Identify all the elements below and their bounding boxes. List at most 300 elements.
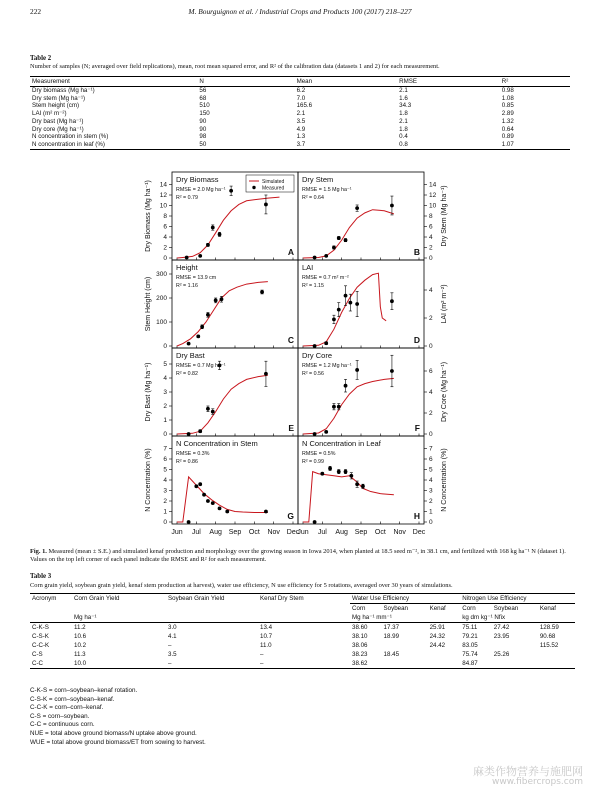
table-cell: 38.10 xyxy=(352,633,368,640)
t2-header-measurement: Measurement xyxy=(30,77,197,87)
y-tick-label: 5 xyxy=(163,466,167,474)
measured-point xyxy=(337,236,341,240)
panel-rmse: RMSE = 0.3% xyxy=(176,451,210,457)
table-cell xyxy=(492,641,538,650)
y-tick-label: 5 xyxy=(429,466,433,474)
x-month-label: Dec xyxy=(286,529,300,536)
y-tick-label: 7 xyxy=(163,445,167,453)
measured-point xyxy=(344,238,348,242)
table-cell: 68 xyxy=(199,94,207,102)
table-cell: 38.23 xyxy=(352,651,368,658)
y-tick-label: 2 xyxy=(429,315,433,322)
table-cell: 24.32 xyxy=(429,633,446,640)
panel-H xyxy=(298,436,427,524)
measured-point xyxy=(194,484,198,488)
panel-frame xyxy=(172,348,298,436)
y-tick-label: 0 xyxy=(429,343,433,350)
figure1-caption-text: Measured (mean ± S.E.) and simulated kenaf production and morphology over the growing season in Iowa 2014, when planted at 18.5 seed m⁻², in 38.1 cm, and fertilized with 168 kg ha⁻¹ N (dataset 1). Values on the top left corner of each panel indicate the RMSE and R² for each measurement. xyxy=(30,548,566,564)
table-cell: 165.6 xyxy=(296,102,313,110)
t3-sub-corn-nue: Corn xyxy=(462,605,476,612)
simulated-line xyxy=(177,197,279,258)
figure1-caption xyxy=(30,548,570,564)
footnote: C-C-K = corn–corn–kenaf. xyxy=(30,704,104,712)
table-cell: LAI (m² m⁻²) xyxy=(32,110,67,118)
y-tick-label: 1 xyxy=(429,508,433,516)
measured-point xyxy=(225,510,229,514)
table-cell: 38.06 xyxy=(352,642,368,649)
table-cell: 510 xyxy=(199,102,210,110)
table-cell: 3.5 xyxy=(296,117,306,125)
measured-point xyxy=(211,410,215,414)
y-axis-label: Stem Height (cm) xyxy=(145,276,152,332)
measured-point xyxy=(187,520,191,524)
y-tick-label: 2 xyxy=(163,498,167,505)
table-cell: 4.1 xyxy=(168,633,177,640)
figure1-label: Fig. 1. xyxy=(30,548,47,555)
table-row xyxy=(30,141,570,149)
table-cell: 3.0 xyxy=(168,624,177,631)
table-cell: 17.37 xyxy=(383,624,400,631)
measured-point xyxy=(348,301,352,305)
measured-point xyxy=(214,299,218,303)
panel-r2: R² = 0.79 xyxy=(176,195,198,201)
panel-letter: F xyxy=(414,423,420,433)
panel-letter: E xyxy=(288,423,294,433)
y-tick-label: 2 xyxy=(163,244,167,252)
measured-point xyxy=(324,430,328,434)
table-cell: 50 xyxy=(197,141,294,149)
y-tick-label: 7 xyxy=(429,445,433,453)
panel-frame xyxy=(298,348,424,436)
table-cell: – xyxy=(168,660,172,667)
t3-sub-kenaf-wue: Kenaf xyxy=(429,605,446,612)
table-cell: 79.21 xyxy=(462,633,478,640)
table-cell: 1.32 xyxy=(501,117,514,125)
table-row xyxy=(30,110,570,118)
table-cell: 75.74 xyxy=(462,651,478,658)
y-tick-label: 10 xyxy=(159,202,167,210)
table-row xyxy=(30,641,575,650)
measured-point xyxy=(320,472,324,476)
measured-point xyxy=(328,467,332,471)
table-cell: C-C-K xyxy=(32,642,50,649)
measured-point xyxy=(332,405,336,409)
y-tick-label: 2 xyxy=(163,403,167,410)
y-tick-label: 4 xyxy=(163,477,167,484)
journal-citation: M. Bourguignon et al. / Industrial Crops and Products 100 (2017) 218–227 xyxy=(188,7,412,16)
y-tick-label: 12 xyxy=(159,192,167,199)
measured-point xyxy=(313,432,317,436)
y-tick-label: 0 xyxy=(163,519,167,526)
x-month-label: Jul xyxy=(317,529,327,536)
t3-unit-nue: kg dm kg⁻¹ Nfix xyxy=(462,614,506,621)
footnote: C-S-K = corn–soybean–kenaf. xyxy=(30,695,115,703)
table-cell: 1.08 xyxy=(501,94,514,102)
panel-rmse: RMSE = 0.5% xyxy=(302,451,336,457)
table-cell: 11.3 xyxy=(74,651,86,658)
table-cell: Dry stem (Mg ha⁻¹) xyxy=(32,94,86,102)
measured-point xyxy=(344,470,348,474)
panel-letter: D xyxy=(413,335,420,345)
table-cell xyxy=(428,659,461,669)
t2-header-rmse: RMSE xyxy=(397,77,500,87)
measured-point xyxy=(206,499,210,503)
table-cell: 10.0 xyxy=(74,660,87,667)
table-cell: 56 xyxy=(199,87,207,94)
y-tick-label: 4 xyxy=(429,477,433,484)
panel-rmse: RMSE = 0.7 m² m⁻² xyxy=(302,275,349,281)
measured-point xyxy=(198,482,202,486)
figure1-chart-grid xyxy=(128,169,448,541)
measured-point xyxy=(313,520,317,524)
y-axis-label: Dry Core (Mg ha⁻¹) xyxy=(441,361,448,423)
measured-point xyxy=(313,344,317,348)
y-tick-label: 0 xyxy=(429,519,433,526)
table-cell: N concentration in stem (%) xyxy=(32,133,109,141)
table-cell: 10.6 xyxy=(74,633,87,640)
panel-r2: R² = 0.56 xyxy=(302,371,324,377)
panel-frame xyxy=(298,260,424,348)
table-row xyxy=(30,623,575,633)
table-cell: 3.5 xyxy=(168,651,177,658)
measured-point xyxy=(187,342,191,346)
t2-header-n: N xyxy=(197,77,294,87)
table-cell: 0.85 xyxy=(501,102,514,110)
y-tick-label: 0 xyxy=(163,255,167,262)
table-cell: Stem height (cm) xyxy=(32,102,80,110)
y-tick-label: 14 xyxy=(429,181,437,189)
y-tick-label: 200 xyxy=(156,295,167,302)
measured-point xyxy=(332,318,336,322)
table-cell: 10.7 xyxy=(260,633,273,640)
y-tick-label: 6 xyxy=(163,456,167,463)
t3-sub-soy-nue: Soybean xyxy=(493,605,519,612)
table-cell: 18.45 xyxy=(383,651,400,658)
t3-sub-corn-wue: Corn xyxy=(352,605,366,612)
panel-letter: G xyxy=(287,511,294,521)
table-cell: C-S-K xyxy=(32,633,49,640)
panel-title: N Concentration in Stem xyxy=(176,439,258,448)
y-axis-label: Dry Stem (Mg ha⁻¹) xyxy=(441,185,448,247)
measured-point xyxy=(206,243,210,247)
table-cell: 128.59 xyxy=(539,624,559,631)
table-cell: 2.1 xyxy=(399,117,408,125)
panel-title: LAI xyxy=(302,263,314,272)
y-axis-label: LAI (m² m⁻²) xyxy=(441,284,448,324)
y-tick-label: 4 xyxy=(429,389,433,396)
measured-point xyxy=(344,294,348,298)
table-cell: 27.42 xyxy=(493,624,510,631)
y-tick-label: 6 xyxy=(429,456,433,463)
table-cell: 11.2 xyxy=(74,624,86,631)
y-tick-label: 10 xyxy=(429,202,437,210)
x-month-label: Jun xyxy=(171,529,183,536)
table-cell: 10.2 xyxy=(74,642,87,649)
y-axis-label: N Concentration (%) xyxy=(441,448,448,512)
panel-r2: R² = 0.86 xyxy=(176,459,198,465)
y-tick-label: 14 xyxy=(159,181,167,189)
measured-point xyxy=(211,501,215,505)
panel-title: Dry Bast xyxy=(176,351,205,360)
measured-point xyxy=(211,226,215,230)
measured-point xyxy=(337,308,341,312)
panel-rmse: RMSE = 1.5 Mg ha⁻¹ xyxy=(302,187,352,193)
panel-letter: H xyxy=(413,511,420,521)
measured-point xyxy=(198,254,202,258)
page-number: 222 xyxy=(30,7,42,16)
y-tick-label: 4 xyxy=(163,234,167,241)
measured-point xyxy=(218,232,222,236)
t3-sub-soy-wue: Soybean xyxy=(383,605,408,612)
table-cell: 25.91 xyxy=(429,624,446,631)
table-cell: Dry core (Mg ha⁻¹) xyxy=(32,125,84,133)
x-month-label: Dec xyxy=(412,529,426,536)
table-cell xyxy=(538,659,575,669)
table-cell: 6.2 xyxy=(296,87,306,94)
table-cell: 7.0 xyxy=(296,94,306,102)
panel-rmse: RMSE = 1.2 Mg ha⁻¹ xyxy=(302,363,352,369)
table-cell xyxy=(428,650,461,659)
table3-label: Table 3 xyxy=(30,573,52,580)
table-cell: 25.26 xyxy=(493,651,510,658)
table-cell xyxy=(382,659,428,669)
table-cell: Dry bast (Mg ha⁻¹) xyxy=(32,117,84,125)
y-tick-label: 300 xyxy=(156,271,167,278)
x-month-label: Aug xyxy=(209,529,222,536)
table-cell: 23.95 xyxy=(493,633,510,640)
y-tick-label: 3 xyxy=(163,487,167,495)
table-cell xyxy=(382,641,428,650)
panel-frame xyxy=(172,260,298,348)
footnote: WUE = total above ground biomass/ET from sowing to harvest. xyxy=(30,738,206,746)
y-tick-label: 12 xyxy=(429,192,437,199)
table-cell: 90 xyxy=(199,125,207,133)
panel-rmse: RMSE = 13.9 cm xyxy=(176,275,217,281)
simulated-line xyxy=(303,378,394,434)
table-row xyxy=(30,87,570,95)
table-row xyxy=(30,659,575,669)
panel-title: Dry Core xyxy=(302,351,333,360)
table-cell: 1.8 xyxy=(399,125,408,133)
y-tick-label: 6 xyxy=(163,223,167,231)
y-axis-label: Dry Biomass (Mg ha⁻¹) xyxy=(145,180,152,252)
footnote: NUE = total above ground biomass/N uptake above ground. xyxy=(30,729,197,737)
y-tick-label: 2 xyxy=(429,410,433,417)
y-tick-label: 0 xyxy=(163,343,167,350)
measured-point xyxy=(355,302,359,306)
table-cell: 1.07 xyxy=(500,141,570,149)
measured-point xyxy=(185,256,189,260)
table-cell: 1.6 xyxy=(399,94,408,102)
table-cell: 84.87 xyxy=(462,660,478,667)
table3-caption: Corn grain yield, soybean grain yield, kenaf stem production at harvest), water use efficiency, N use efficiency for 5 rotations, averaged over 30 years of simulations. xyxy=(30,582,453,589)
legend-marker-measured xyxy=(252,186,255,189)
y-tick-label: 6 xyxy=(429,223,433,231)
y-tick-label: 4 xyxy=(429,287,433,294)
table-row xyxy=(30,133,570,141)
table-cell: 0.64 xyxy=(501,125,514,133)
table-cell: C-K-S xyxy=(32,624,49,631)
table-row xyxy=(30,118,570,126)
simulated-line xyxy=(177,282,268,346)
measured-point xyxy=(187,432,191,436)
table-row xyxy=(30,95,570,103)
table-cell: 0.4 xyxy=(399,133,408,141)
panel-F xyxy=(298,348,427,436)
measured-point xyxy=(229,189,233,193)
measured-point xyxy=(355,368,359,372)
panel-title: Dry Stem xyxy=(302,175,334,184)
measured-point xyxy=(355,206,359,210)
table-cell: 1.3 xyxy=(296,133,306,141)
measured-point xyxy=(332,246,336,250)
t3-sub-kenaf-nue: Kenaf xyxy=(539,605,557,612)
t3-unit-wue: Mg ha⁻¹ mm⁻¹ xyxy=(352,614,392,621)
table-row xyxy=(30,126,570,134)
legend-label-simulated: Simulated xyxy=(262,179,285,185)
panel-frame xyxy=(298,436,424,524)
measured-point xyxy=(355,482,359,486)
x-month-label: Oct xyxy=(374,529,386,536)
footnote: C-C = continuous corn. xyxy=(30,721,95,729)
y-tick-label: 4 xyxy=(163,375,167,382)
table-cell: C-C xyxy=(32,660,43,667)
table-cell: 2.1 xyxy=(399,87,408,94)
x-month-label: Nov xyxy=(267,529,280,536)
watermark-cn: 麻类作物营养与施肥网 xyxy=(473,765,583,778)
table-cell: 150 xyxy=(199,110,210,118)
panel-r2: R² = 0.64 xyxy=(302,195,324,201)
table-row xyxy=(30,102,570,110)
table-cell: 2.89 xyxy=(501,110,514,118)
measured-point xyxy=(337,405,341,409)
table-cell xyxy=(492,659,538,669)
panel-r2: R² = 1.15 xyxy=(302,283,324,289)
table-cell: 38.60 xyxy=(352,624,368,631)
measured-point xyxy=(218,506,222,510)
table-cell: Dry biomass (Mg ha⁻¹) xyxy=(32,87,95,94)
table-row xyxy=(30,650,575,659)
table-cell: 98 xyxy=(199,133,207,141)
measured-point xyxy=(344,384,348,388)
y-tick-label: 5 xyxy=(163,361,167,368)
panel-D xyxy=(298,260,427,348)
table-cell: 4.9 xyxy=(296,125,306,133)
panel-r2: R² = 0.82 xyxy=(176,371,198,377)
panel-B xyxy=(298,172,427,260)
table-cell: 75.11 xyxy=(462,624,478,631)
table2-caption: Number of samples (N; averaged over field replications), mean, root mean squared error, and R² of the calibration data (datasets 1 and 2) for each measurement. xyxy=(30,63,440,70)
table-row xyxy=(30,632,575,641)
t3-header-nue: Nitrogen Use Efficiency xyxy=(460,594,575,604)
simulated-line xyxy=(177,477,268,522)
x-month-label: Aug xyxy=(335,529,348,536)
panel-title: N Concentration in Leaf xyxy=(302,439,381,448)
panel-E xyxy=(169,348,298,436)
table-cell: N concentration in leaf (%) xyxy=(30,141,197,149)
simulated-line xyxy=(303,472,394,522)
measured-point xyxy=(206,407,210,411)
y-axis-label: Dry Bast (Mg ha⁻¹) xyxy=(145,362,152,422)
panel-letter: B xyxy=(413,247,420,257)
x-month-label: Oct xyxy=(248,529,260,536)
measured-point xyxy=(313,256,317,260)
t2-header-mean: Mean xyxy=(295,77,398,87)
table3-footnotes xyxy=(30,687,206,747)
x-month-label: Jul xyxy=(191,529,201,536)
panel-rmse: RMSE = 0.7 Mg ha⁻¹ xyxy=(176,363,226,369)
y-tick-label: 8 xyxy=(163,213,167,220)
panel-C xyxy=(169,260,298,348)
x-month-label: Jun xyxy=(297,529,309,536)
panel-r2: R² = 0.99 xyxy=(302,459,324,465)
y-tick-label: 8 xyxy=(429,213,433,220)
t3-header-corn-yield: Corn Grain Yield xyxy=(74,595,120,603)
measured-point xyxy=(206,313,210,317)
table-cell: 18.99 xyxy=(383,633,400,640)
table-cell: 3.7 xyxy=(295,141,398,149)
measured-point xyxy=(361,484,365,488)
panel-letter: A xyxy=(287,247,294,257)
measured-point xyxy=(196,335,200,339)
t3-unit-yield: Mg ha⁻¹ xyxy=(74,614,97,621)
table-cell: – xyxy=(168,642,172,649)
table-cell: 1.8 xyxy=(399,110,408,118)
table-cell: 13.4 xyxy=(260,624,273,631)
y-tick-label: 3 xyxy=(163,389,167,396)
measured-point xyxy=(264,203,268,207)
measured-point xyxy=(349,474,353,478)
x-month-label: Sep xyxy=(228,529,242,536)
table-cell xyxy=(538,650,575,659)
x-month-label: Nov xyxy=(393,529,406,536)
y-tick-label: 100 xyxy=(156,319,167,326)
measured-point xyxy=(198,429,202,433)
watermark-url: www.fibercrops.com xyxy=(492,777,583,787)
t2-header-r2: R² xyxy=(500,77,570,87)
y-tick-label: 4 xyxy=(429,234,433,241)
panel-title: Height xyxy=(176,263,198,272)
table-cell: 0.8 xyxy=(397,141,500,149)
table-cell: 90 xyxy=(199,117,207,125)
table-cell: 11.0 xyxy=(260,642,272,649)
table-cell: 38.62 xyxy=(352,660,368,667)
measured-point xyxy=(390,204,394,208)
panel-G xyxy=(169,436,298,524)
t3-header-kenaf-stem: Kenaf Dry Stem xyxy=(260,595,304,603)
table3 xyxy=(30,593,575,669)
simulated-line xyxy=(177,375,268,434)
y-tick-label: 3 xyxy=(429,487,433,495)
panel-title: Dry Biomass xyxy=(176,175,219,184)
measured-point xyxy=(264,372,268,376)
table-cell: 0.89 xyxy=(501,133,514,141)
measured-point xyxy=(324,341,328,345)
t3-header-wue: Water Use Efficiency xyxy=(350,594,460,604)
measured-point xyxy=(264,510,268,514)
table-cell: 0.98 xyxy=(501,87,514,94)
simulated-line xyxy=(303,210,394,258)
measured-point xyxy=(324,254,328,258)
measured-point xyxy=(220,297,224,301)
y-axis-label: N Concentration (%) xyxy=(145,448,152,512)
measured-point xyxy=(337,470,341,474)
table2 xyxy=(30,76,570,150)
x-month-label: Sep xyxy=(354,529,368,536)
panel-letter: C xyxy=(287,335,294,345)
t3-header-acronym: Acronym xyxy=(32,595,57,603)
y-tick-label: 1 xyxy=(163,508,167,516)
